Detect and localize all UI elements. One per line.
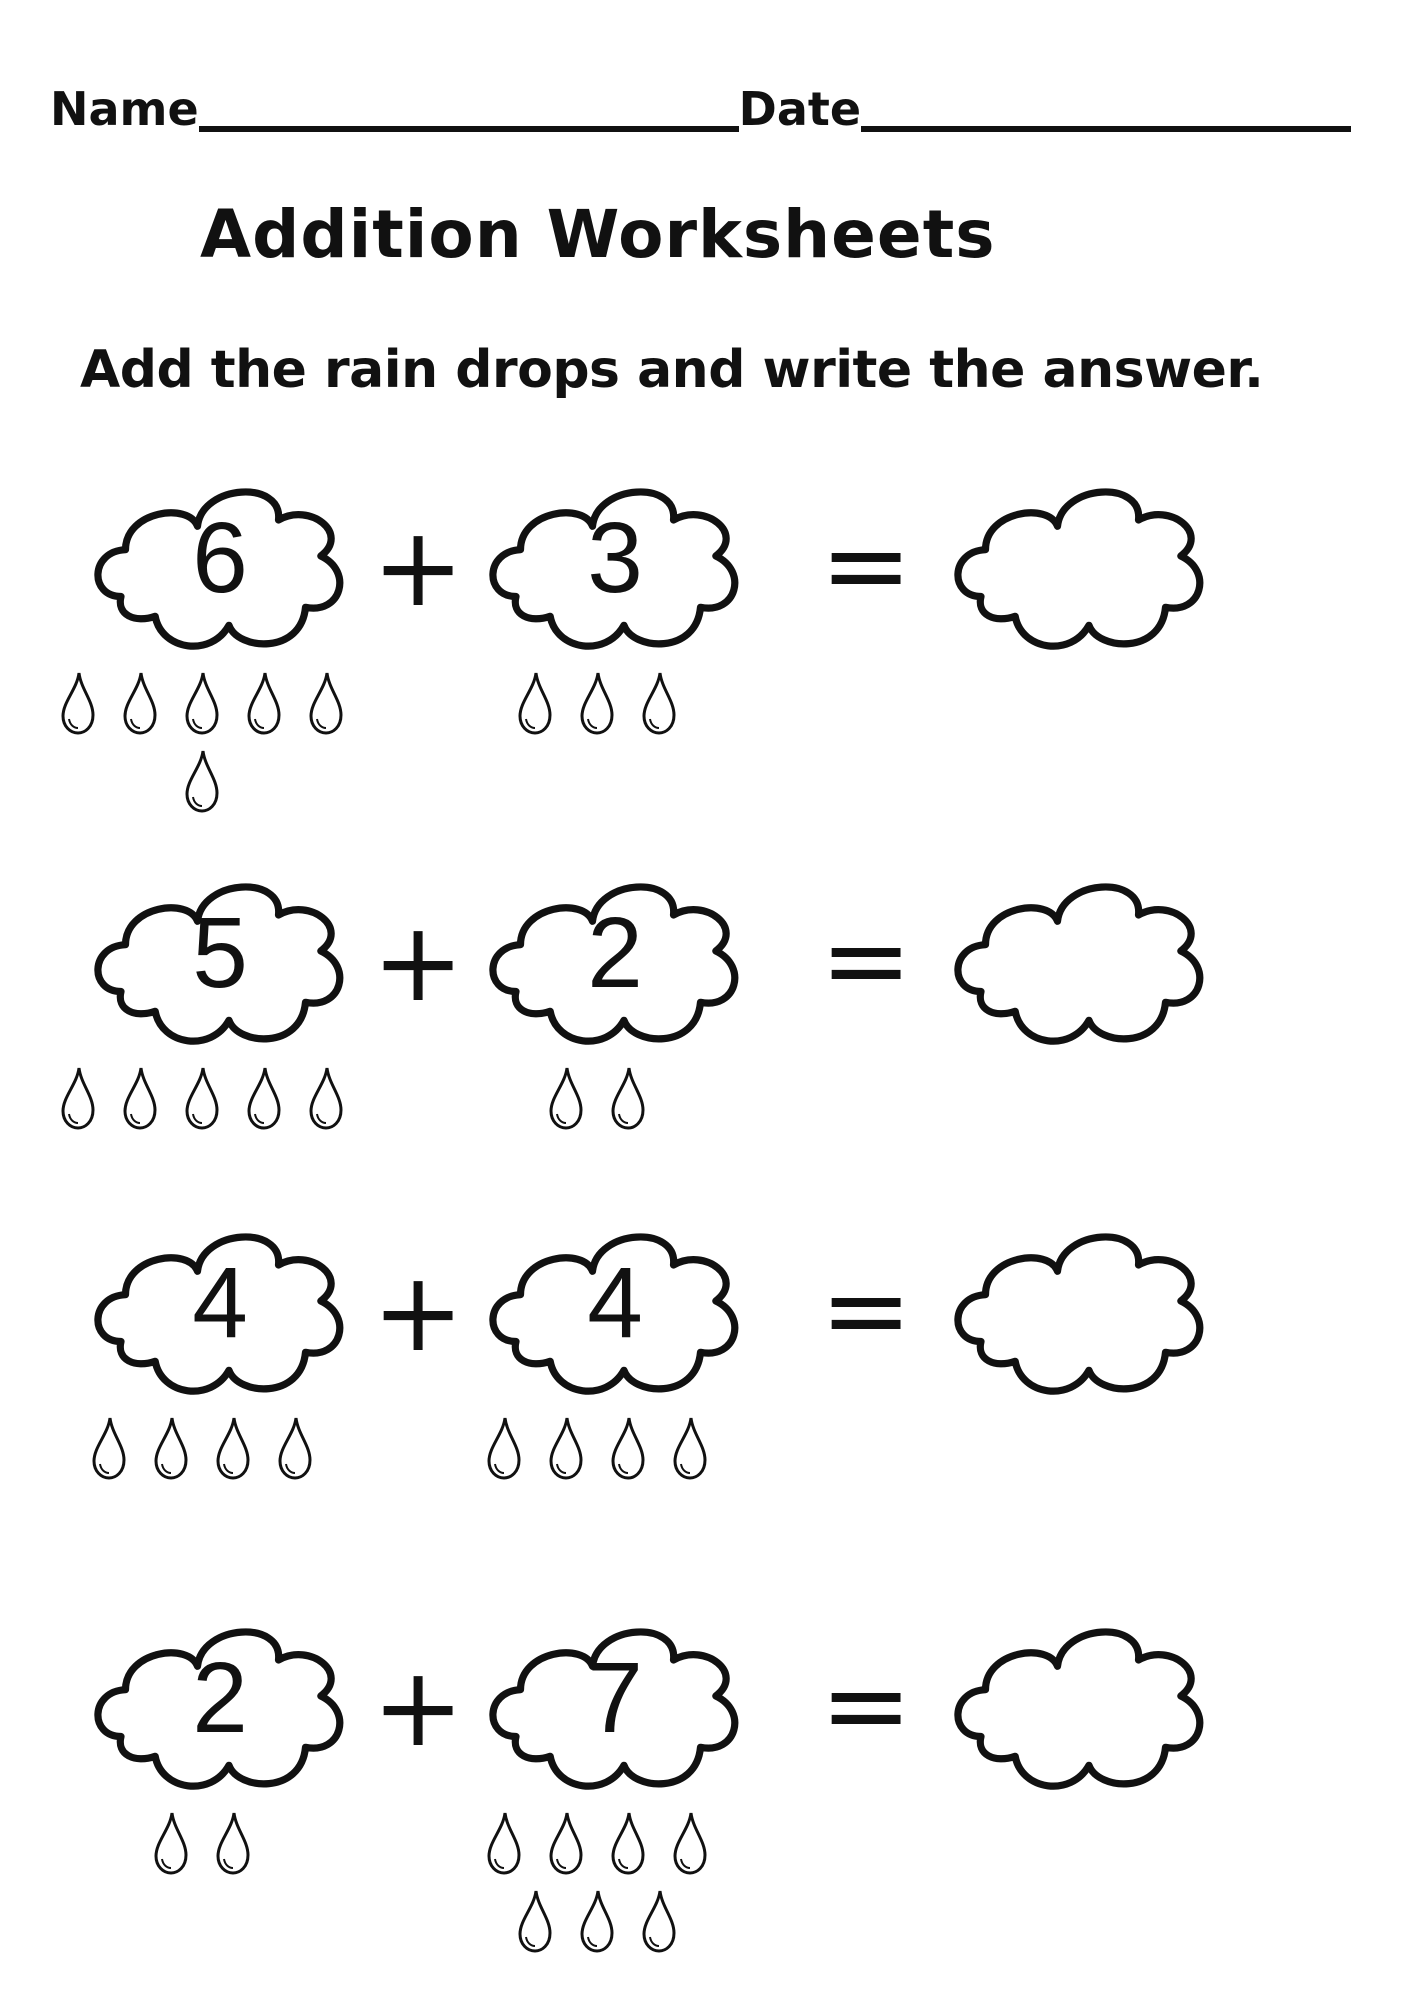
answer-cloud[interactable] <box>945 1215 1215 1405</box>
addend-number: 2 <box>192 1642 248 1754</box>
raindrop-icon <box>486 1415 522 1481</box>
raindrop-icon <box>610 1810 646 1876</box>
raindrop-icon <box>308 670 344 736</box>
raindrop-icon <box>517 1888 553 1954</box>
raindrop-icon <box>548 1415 584 1481</box>
cloud-icon <box>945 1215 1215 1405</box>
plus-sign: + <box>372 1248 465 1376</box>
problem-row <box>0 1215 1414 1555</box>
raindrop-icon <box>277 1415 313 1481</box>
cloud-icon <box>945 865 1215 1055</box>
plus-sign: + <box>372 898 465 1026</box>
raindrop-icon <box>579 1888 615 1954</box>
raindrop-icon <box>548 1065 584 1131</box>
right-addend-cloud <box>480 470 750 660</box>
addend-number: 4 <box>192 1247 248 1359</box>
raindrop-icon <box>215 1415 251 1481</box>
equals-sign: = <box>820 501 913 629</box>
date-label: Date <box>738 82 862 136</box>
raindrop-icon <box>184 670 220 736</box>
raindrop-icon <box>486 1810 522 1876</box>
problem-row <box>0 865 1414 1205</box>
answer-cloud[interactable] <box>945 1610 1215 1800</box>
raindrop-icon <box>122 670 158 736</box>
raindrop-icon <box>215 1810 251 1876</box>
equals-sign: = <box>820 896 913 1024</box>
addend-number: 3 <box>587 502 643 614</box>
raindrop-icon <box>184 1065 220 1131</box>
left-addend-cloud <box>85 865 355 1055</box>
raindrop-icon <box>672 1415 708 1481</box>
addend-number: 4 <box>587 1247 643 1359</box>
raindrop-icon <box>308 1065 344 1131</box>
raindrop-icon <box>60 670 96 736</box>
right-addend-cloud <box>480 1215 750 1405</box>
left-addend-cloud <box>85 1610 355 1800</box>
raindrop-icon <box>60 1065 96 1131</box>
raindrop-icon <box>641 1888 677 1954</box>
problem-row <box>0 470 1414 810</box>
plus-sign: + <box>372 1643 465 1771</box>
raindrop-icon <box>548 1810 584 1876</box>
raindrop-icon <box>184 748 220 814</box>
left-addend-cloud <box>85 470 355 660</box>
answer-cloud[interactable] <box>945 865 1215 1055</box>
name-label: Name <box>50 82 199 136</box>
right-addend-cloud <box>480 1610 750 1800</box>
raindrop-icon <box>246 670 282 736</box>
answer-cloud[interactable] <box>945 470 1215 660</box>
addend-number: 5 <box>192 897 248 1009</box>
raindrop-icon <box>641 670 677 736</box>
raindrop-icon <box>610 1065 646 1131</box>
addend-number: 6 <box>192 502 248 614</box>
problem-row <box>0 1610 1414 1950</box>
page-title: Addition Worksheets <box>200 196 996 273</box>
addend-number: 7 <box>587 1642 643 1754</box>
equals-sign: = <box>820 1641 913 1769</box>
cloud-icon <box>945 470 1215 660</box>
right-addend-cloud <box>480 865 750 1055</box>
raindrop-icon <box>153 1810 189 1876</box>
left-addend-cloud <box>85 1215 355 1405</box>
raindrop-icon <box>122 1065 158 1131</box>
raindrop-icon <box>672 1810 708 1876</box>
instructions: Add the rain drops and write the answer. <box>80 340 1264 400</box>
plus-sign: + <box>372 503 465 631</box>
raindrop-icon <box>91 1415 127 1481</box>
raindrop-icon <box>246 1065 282 1131</box>
raindrop-icon <box>153 1415 189 1481</box>
equals-sign: = <box>820 1246 913 1374</box>
raindrop-icon <box>579 670 615 736</box>
addend-number: 2 <box>587 897 643 1009</box>
raindrop-icon <box>517 670 553 736</box>
cloud-icon <box>945 1610 1215 1800</box>
raindrop-icon <box>610 1415 646 1481</box>
